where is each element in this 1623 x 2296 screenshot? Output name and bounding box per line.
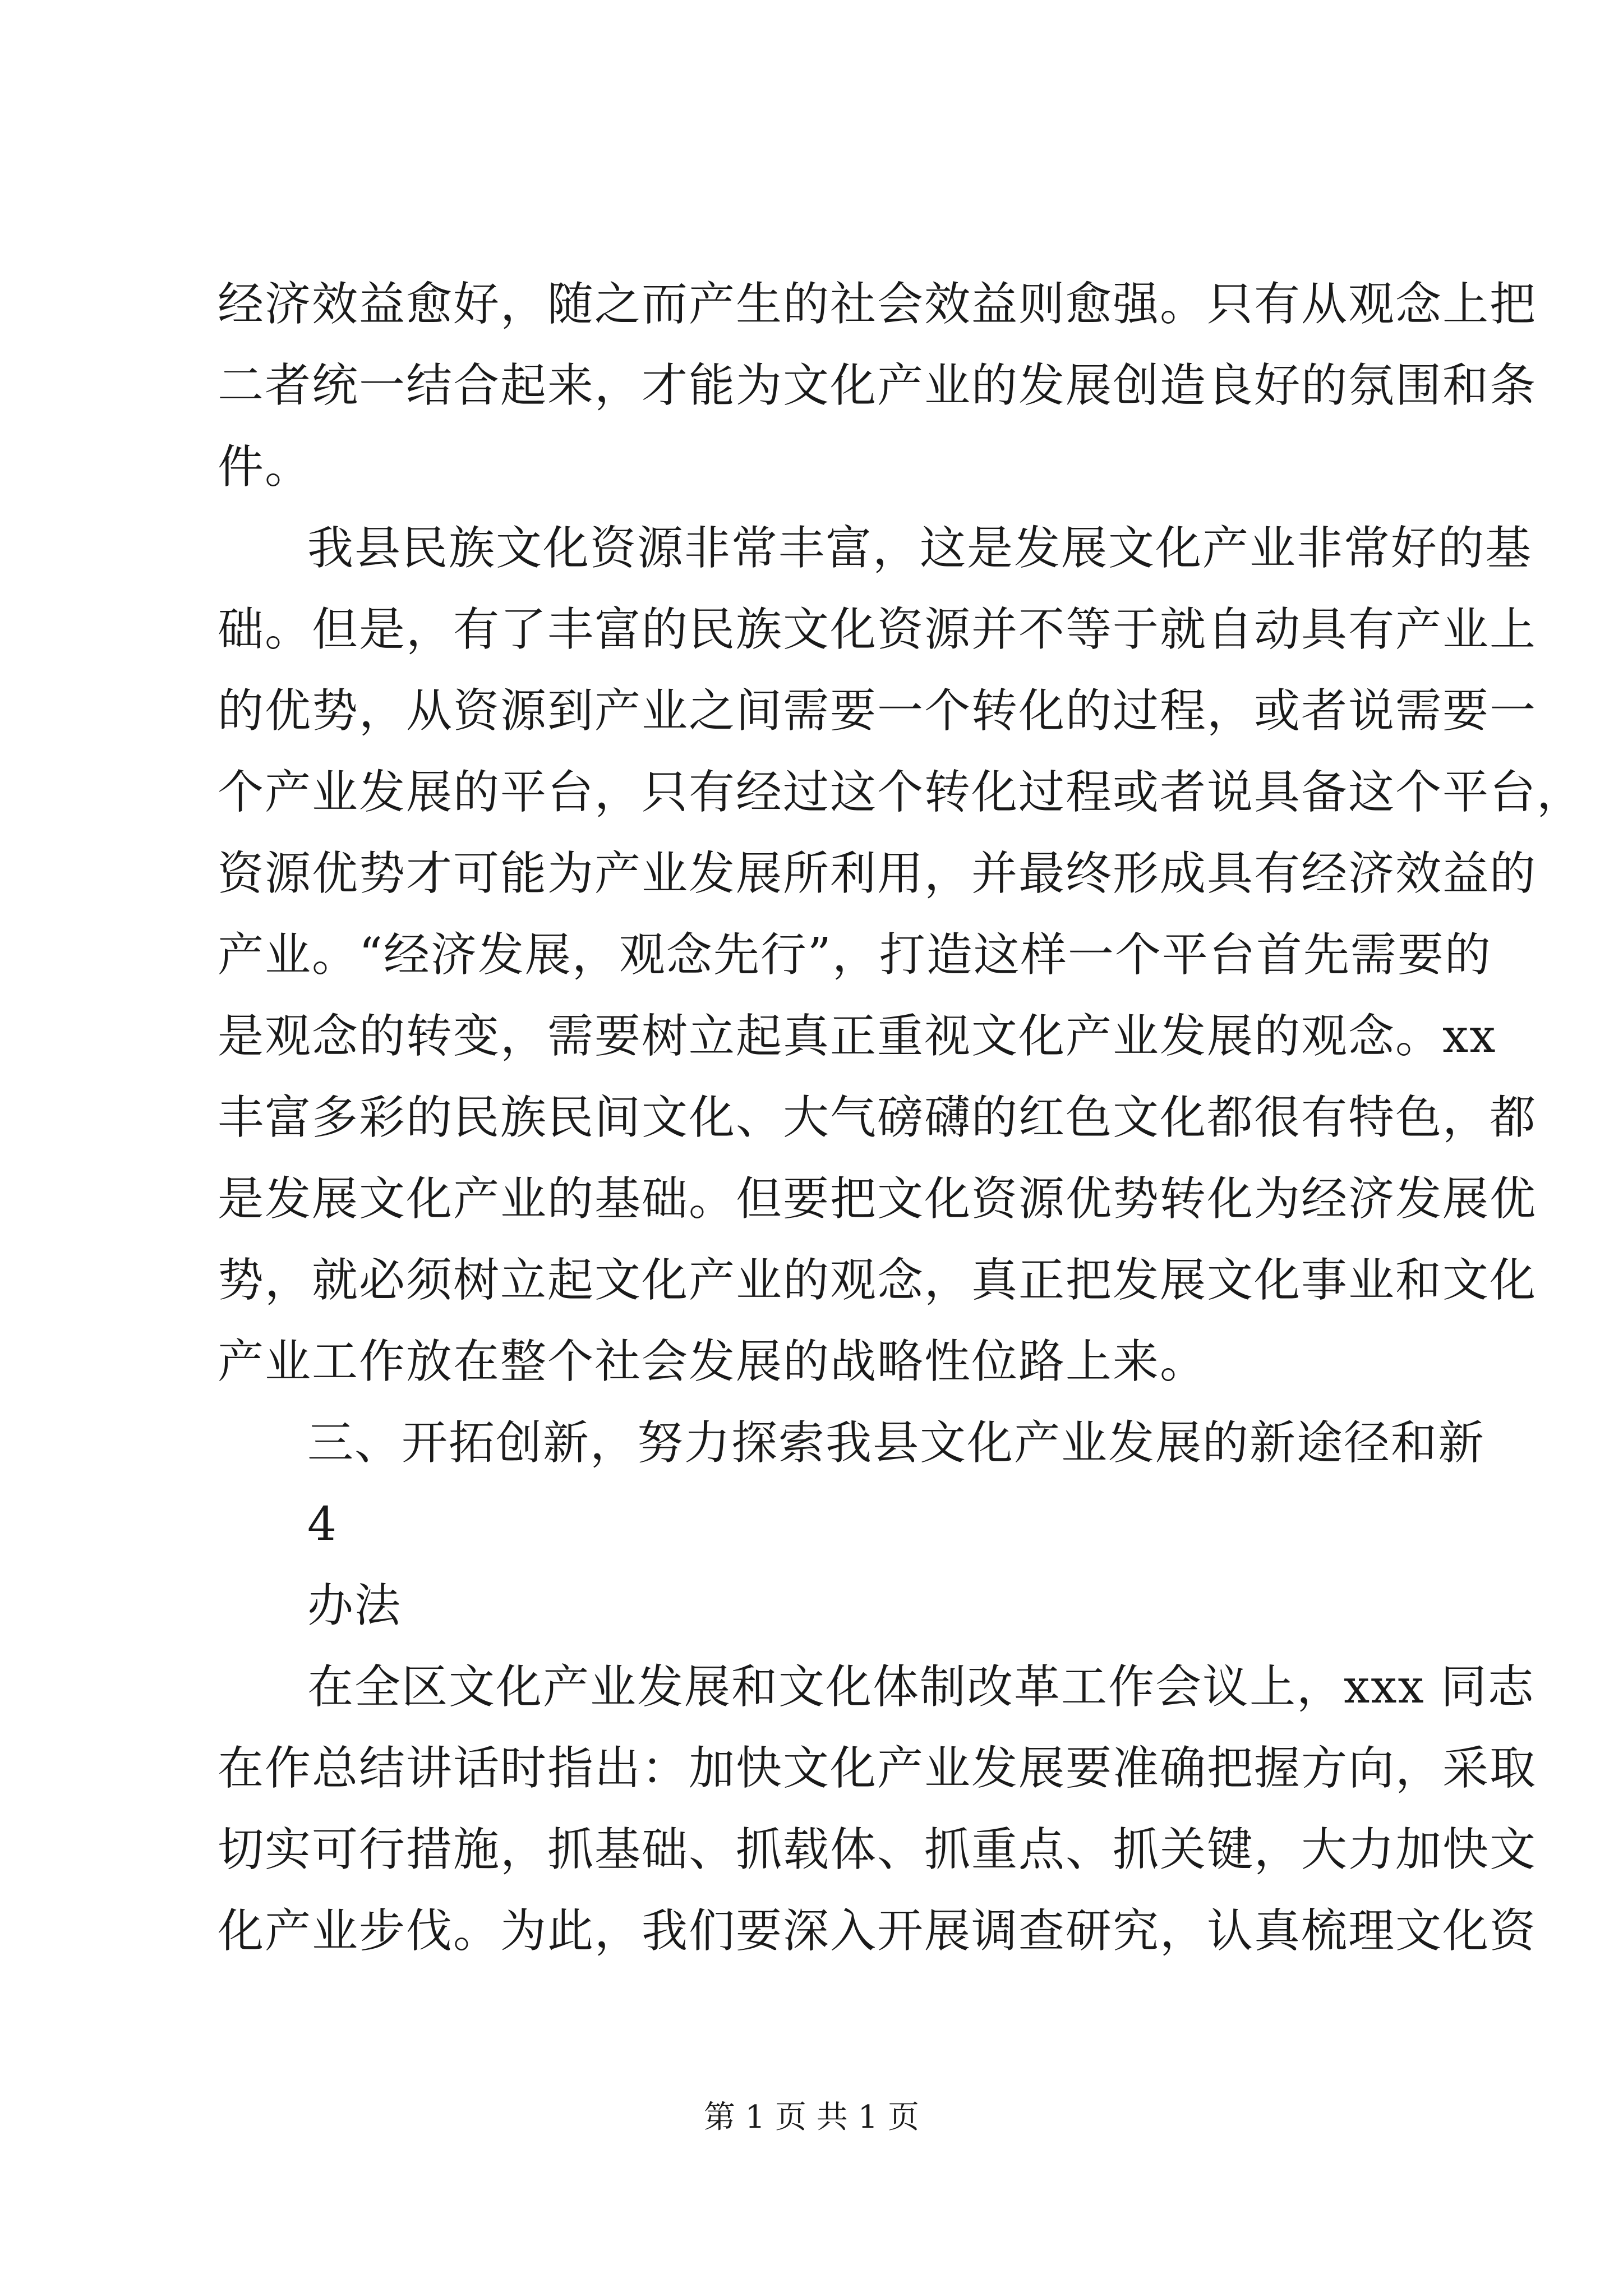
text-line: 产业。“经济发展，观念先行”，打造这样一个平台首先需要的 [218, 928, 1492, 982]
text-line: 丰富多彩的民族民间文化、大气磅礴的红色文化都很有特色，都 [218, 1091, 1537, 1144]
text-line: 切实可行措施，抓基础、抓载体、抓重点、抓关键，大力加快文 [218, 1823, 1537, 1876]
text-line: 4 [307, 1498, 338, 1551]
text-line: 我县民族文化资源非常丰富，这是发展文化产业非常好的基 [307, 522, 1533, 575]
text-line: 资源优势才可能为产业发展所利用，并最终形成具有经济效益的 [218, 847, 1537, 900]
text-line: 在作总结讲话时指出：加快文化产业发展要准确把握方向，采取 [218, 1742, 1537, 1795]
page-footer: 第 1 页 共 1 页 [703, 2099, 920, 2136]
text-line: 是观念的转变，需要树立起真正重视文化产业发展的观念。xx [218, 1010, 1497, 1063]
body-text [218, 264, 1584, 1972]
text-line: 产业工作放在整个社会发展的战略性位路上来。 [218, 1335, 1207, 1388]
text-line: 三、开拓创新，努力探索我县文化产业发展的新途径和新 [307, 1416, 1486, 1470]
text-line: 二者统一结合起来，才能为文化产业的发展创造良好的氛围和条 [218, 359, 1537, 412]
text-line: 个产业发展的平台，只有经过这个转化过程或者说具备这个平台， [218, 766, 1584, 819]
text-line: 在全区文化产业发展和文化体制改革工作会议上，xxx 同志 [307, 1660, 1535, 1714]
text-line: 化产业步伐。为此，我们要深入开展调查研究，认真梳理文化资 [218, 1904, 1537, 1958]
text-line: 势，就必须树立起文化产业的观念，真正把发展文化事业和文化 [218, 1254, 1537, 1307]
text-line: 办法 [307, 1579, 402, 1632]
text-line: 的优势，从资源到产业之间需要一个转化的过程，或者说需要一 [218, 684, 1537, 738]
text-line: 础。但是，有了丰富的民族文化资源并不等于就自动具有产业上 [218, 603, 1537, 656]
text-line: 件。 [218, 440, 312, 494]
text-line: 经济效益愈好，随之而产生的社会效益则愈强。只有从观念上把 [218, 278, 1537, 331]
text-line: 是发展文化产业的基础。但要把文化资源优势转化为经济发展优 [218, 1172, 1537, 1226]
